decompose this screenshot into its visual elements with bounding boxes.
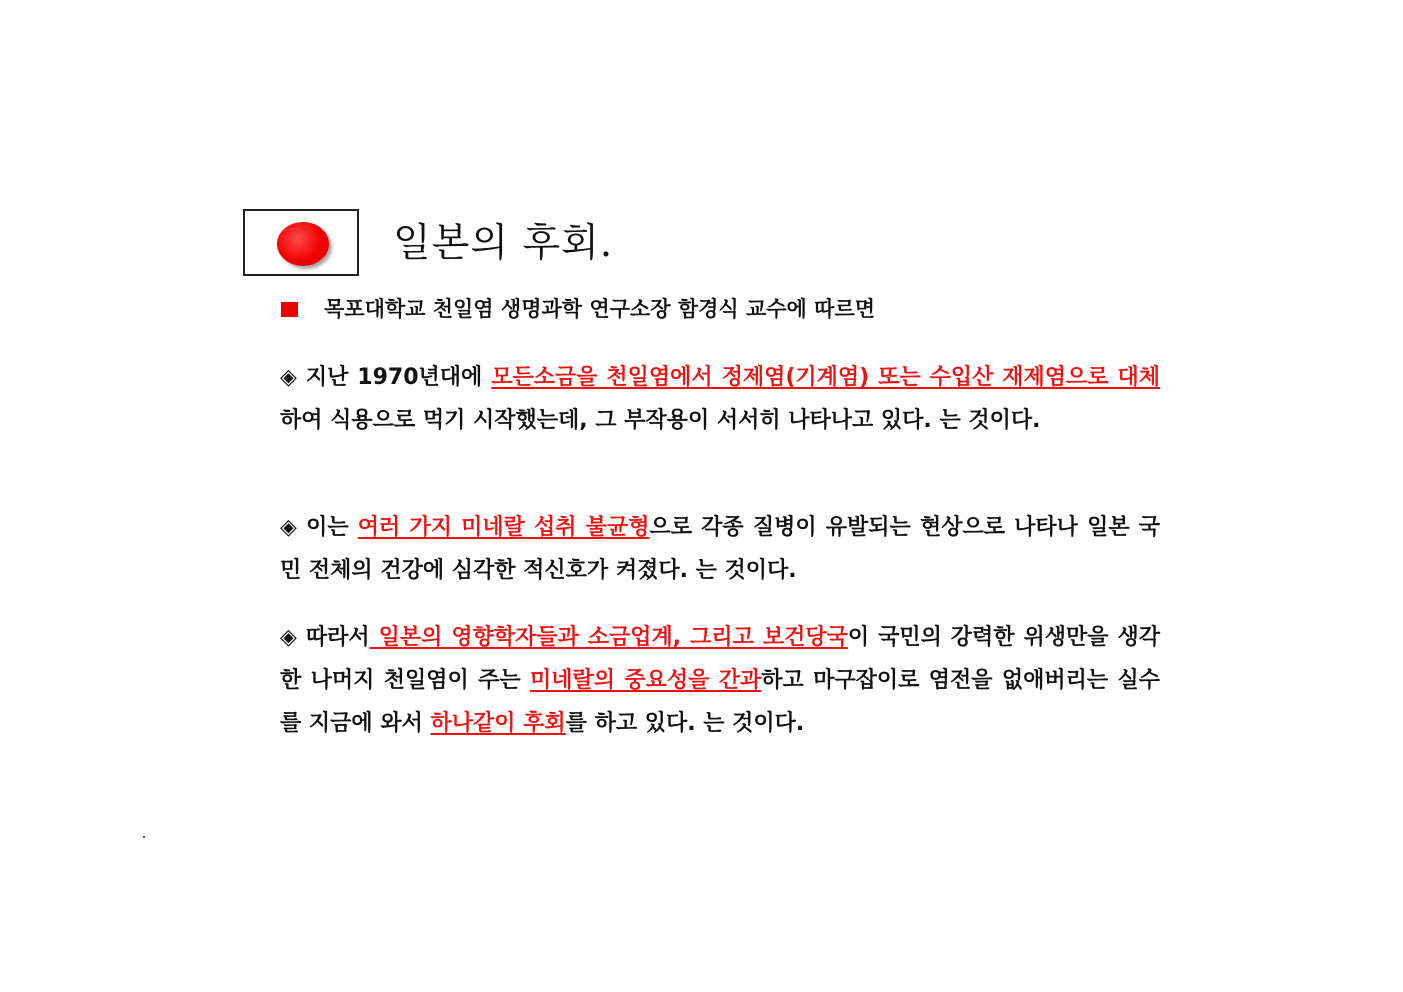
paragraph-3-text-c: 하고 마구잡이로 염전을 없애버리는 실수를 지금에 와서 (280, 668, 1160, 736)
diamond-bullet-icon: ◈ (280, 515, 297, 540)
diamond-bullet-icon: ◈ (280, 625, 297, 650)
paragraph-2 (280, 506, 1160, 592)
square-bullet-icon (281, 302, 298, 317)
paragraph-3 (280, 616, 1160, 745)
subheading (281, 293, 875, 325)
paragraph-1-highlight: 모든소금을 천일염에서 정제염(기계염) 또는 수입산 재제염으로 대체 (491, 365, 1160, 390)
paragraph-2-highlight: 여러 가지 미네랄 섭취 불균형 (357, 515, 650, 540)
paragraph-3-text-a: 따라서 (296, 625, 370, 650)
subheading-text: 목포대학교 천일염 생명과학 연구소장 함경식 교수에 따르면 (324, 297, 876, 321)
paragraph-3-text-b: 이 국민의 강력한 위생만을 생각한 나머지 천일염이 주는 (280, 625, 1160, 693)
paragraph-1-text-a: 지난 1970년대에 (296, 365, 492, 390)
paragraph-3-highlight-1: 일본의 영향학자들과 소금업계, 그리고 보건당국 (369, 625, 848, 650)
paragraph-2-text-b: 으로 각종 질병이 유발되는 현상으로 나타나 일본 국민 전체의 건강에 심각한 적신호가 켜졌다. 는 것이다. (280, 515, 1160, 583)
paragraph-1 (280, 356, 1160, 442)
page-title: 일본의 후회. (393, 221, 614, 266)
diamond-bullet-icon: ◈ (280, 365, 297, 390)
japan-flag-image (243, 209, 359, 276)
red-sun-circle (277, 222, 329, 266)
paragraph-3-text-d: 를 하고 있다. 는 것이다. (565, 711, 805, 736)
paragraph-1-text-b: 하여 식용으로 먹기 시작했는데, 그 부작용이 서서히 나타나고 있다. 는 것이다. (280, 408, 1041, 433)
paragraph-3-highlight-2: 미네랄의 중요성을 간과 (529, 668, 762, 693)
paragraph-2-text-a: 이는 (296, 515, 358, 540)
stray-dot (143, 836, 145, 838)
paragraph-3-highlight-3: 하나같이 후회 (430, 711, 566, 736)
